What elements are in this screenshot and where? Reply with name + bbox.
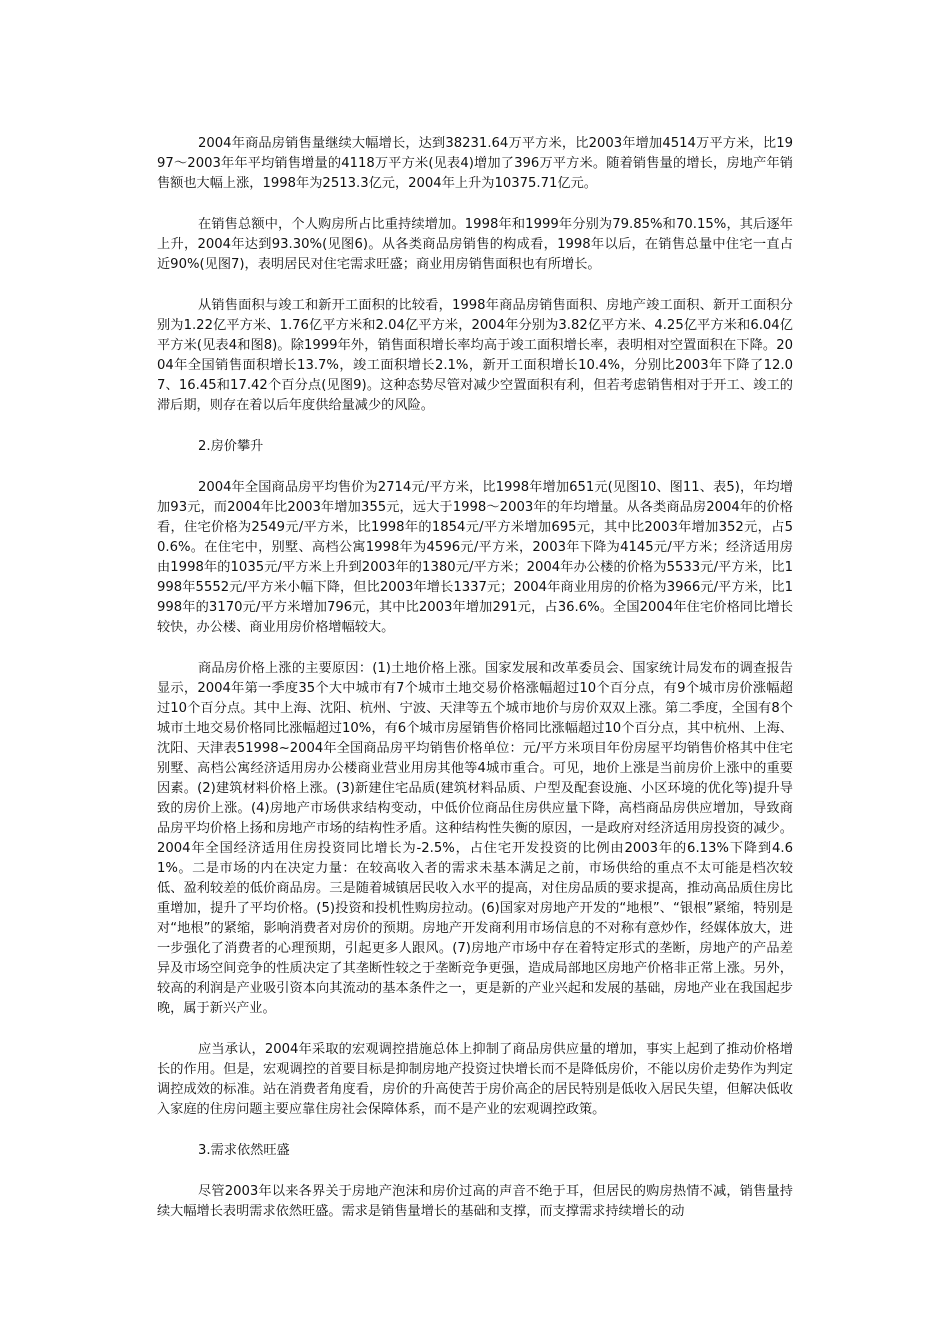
paragraph-price-reasons: 商品房价格上涨的主要原因：(1)土地价格上涨。国家发展和改革委员会、国家统计局发布的调查报告显示，2004年第一季度35个大中城市有7个城市土地交易价格涨幅超过10个百分点，有9个城市房价涨幅超过10个百分点。其中上海、沈阳、杭州、宁波、天津等五个城市地价与房价双双上涨。第二季度，全国有8个城市土地交易价格同比涨幅超过10%，有6个城市房屋销售价格同比涨幅超过10个百分点，其中杭州、上海、沈阳、天津表51998~2004年全国商品房平均销售价格单位：元/平方米项目年份房屋平均销售价格其中住宅别墅、高档公寓经济适用房办公楼商业营业用房其他等4城市重合。可见，地价上涨是当前房价上涨中的重要因素。(2)建筑材料价格上涨。(3)新建住宅品质(建筑材料品质、户型及配套设施、小区环境的优化等)提升导致的房价上涨。(4)房地产市场供求结构变动，中低价位商品住房供应量下降，高档商品房供应增加，导致商品房平均价格上扬和房地产市场的结构性矛盾。这种结构性失衡的原因，一是政府对经济适用房投资的减少。2004年全国经济适用住房投资同比增长为-2.5%，占住宅开发投资的比例由2003年的6.13%下降到4.61%。二是市场的内在决定力量：在较高收入者的需求未基本满足之前，市场供给的重点不太可能是档次较低、盈利较差的低价商品房。三是随着城镇居民收入水平的提高，对住房品质的要求提高，推动高品质住房比重增加，提升了平均价格。(5)投资和投机性购房拉动。(6)国家对房地产开发的“地根”、“银根”紧缩，特别是对“地根”的紧缩，影响消费者对房价的预期。房地产开发商利用市场信息的不对称有意炒作，经媒体放大，进一步强化了消费者的心理预期，引起更多人跟风。(7)房地产市场中存在着特定形式的垄断，房地产的产品差异及市场空间竞争的性质决定了其垄断性较之于垄断竞争更强，造成局部地区房地产价格非正常上涨。另外，较高的利润是产业吸引资本向其流动的基本条件之一，更是新的产业兴起和发展的基础，房地产业在我国起步晚，属于新兴产业。	[157, 661, 793, 1016]
section-heading-price-rise: 2.房价攀升	[198, 439, 264, 454]
paragraph-individual-purchase: 在销售总额中，个人购房所占比重持续增加。1998年和1999年分别为79.85%和70.15%，其后逐年上升，2004年达到93.30%(见图6)。从各类商品房销售的构成看，1998年以后，在销售总量中住宅一直占近90%(见图7)，表明居民对住宅需求旺盛；商业用房销售面积也有所增长。	[157, 217, 793, 272]
paragraph-average-price: 2004年全国商品房平均售价为2714元/平方米，比1998年增加651元(见图10、图11、表5)，年均增加93元，而2004年比2003年增加355元，远大于1998～2003年的年均增量。从各类商品房2004年的价格看，住宅价格为2549元/平方米，比1998年的1854元/平方米增加695元，其中比2003年增加352元，占50.6%。在住宅中，别墅、高档公寓1998年为4596元/平方米，2003年下降为4145元/平方米；经济适用房由1998年的1035元/平方米上升到2003年的1380元/平方米；2004年办公楼的价格为5533元/平方米，比1998年5552元/平方米小幅下降，但比2003年增长1337元；2004年商业用房的价格为3966元/平方米，比1998年的3170元/平方米增加796元，其中比2003年增加291元，占36.6%。全国2004年住宅价格同比增长较快，办公楼、商业用房价格增幅较大。	[157, 480, 793, 635]
paragraph-demand: 尽管2003年以来各界关于房地产泡沫和房价过高的声音不绝于耳，但居民的购房热情不减，销售量持续大幅增长表明需求依然旺盛。需求是销售量增长的基础和支撑，而支撑需求持续增长的动	[157, 1184, 793, 1219]
paragraph-macro-control: 应当承认，2004年采取的宏观调控措施总体上抑制了商品房供应量的增加，事实上起到了推动价格增长的作用。但是，宏观调控的首要目标是抑制房地产投资过快增长而不是降低房价，不能以房价走势作为判定调控成效的标准。站在消费者角度看，房价的升高使苦于房价高企的居民特别是低收入居民失望，但解决低收入家庭的住房问题主要应靠住房社会保障体系，而不是产业的宏观调控政策。	[157, 1042, 793, 1117]
section-heading-demand: 3.需求依然旺盛	[198, 1143, 290, 1158]
paragraph-sales-volume: 2004年商品房销售量继续大幅增长，达到38231.64万平方米，比2003年增加4514万平方米，比1997～2003年年平均销售增量的4118万平方米(见表4)增加了396万平方米。随着销售量的增长，房地产年销售额也大幅上涨，1998年为2513.3亿元，2004年上升为10375.71亿元。	[157, 136, 793, 191]
document-body	[157, 134, 793, 1222]
paragraph-area-comparison: 从销售面积与竣工和新开工面积的比较看，1998年商品房销售面积、房地产竣工面积、新开工面积分别为1.22亿平方米、1.76亿平方米和2.04亿平方米，2004年分别为3.82亿平方米、4.25亿平方米和6.04亿平方米(见表4和图8)。除1999年外，销售面积增长率均高于竣工面积增长率，表明相对空置面积在下降。2004年全国销售面积增长13.7%，竣工面积增长2.1%，新开工面积增长10.4%，分别比2003年下降了12.07、16.45和17.42个百分点(见图9)。这种态势尽管对减少空置面积有利，但若考虑销售相对于开工、竣工的滞后期，则存在着以后年度供给量减少的风险。	[157, 298, 793, 413]
